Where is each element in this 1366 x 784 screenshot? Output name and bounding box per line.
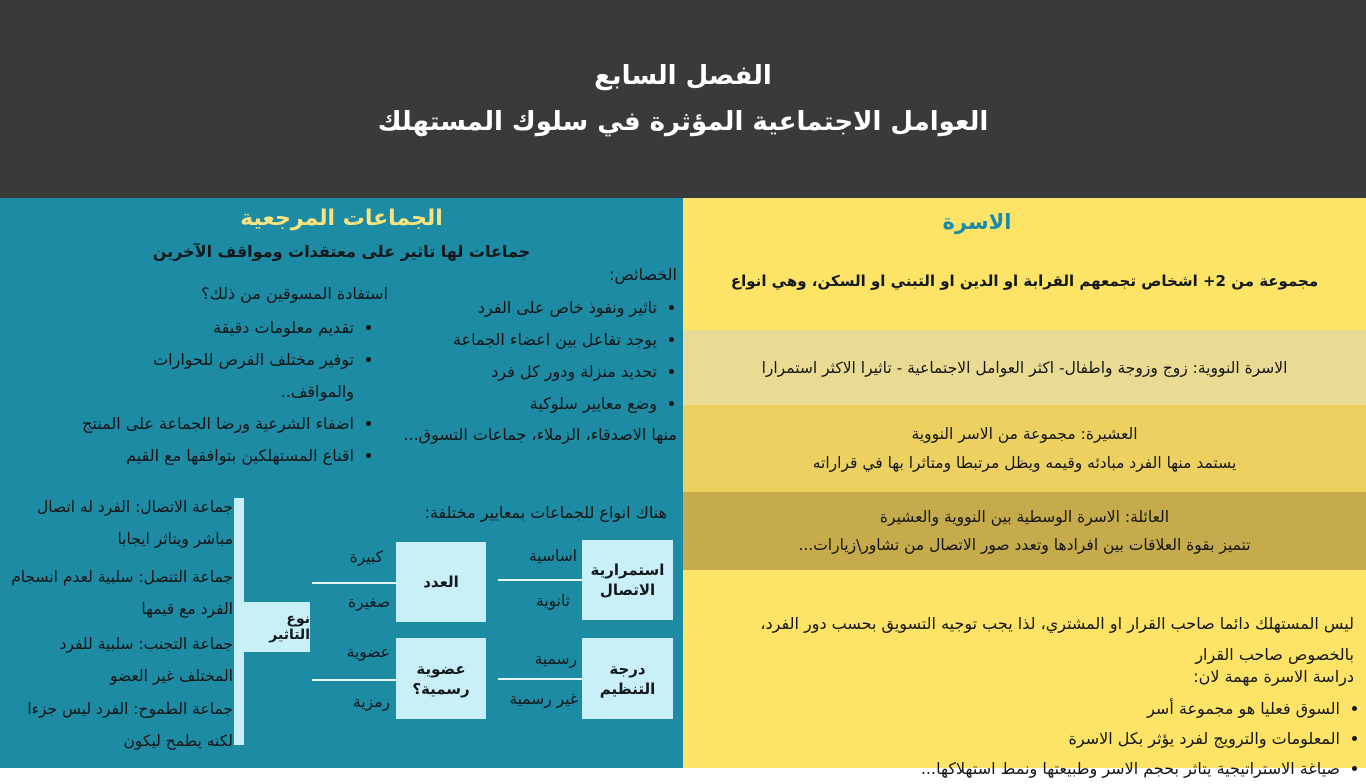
list-item: • تقديم معلومات دقيقة — [10, 312, 354, 344]
option-formal: رسمية — [534, 650, 577, 668]
option-informal: غير رسمية — [509, 690, 578, 708]
family-study-heading: دراسة الاسرة مهمة لان: — [1193, 667, 1354, 686]
family-study-block — [696, 662, 1354, 784]
slide-title: العوامل الاجتماعية المؤثرة في سلوك المستهلك — [377, 107, 989, 137]
reference-groups-definition: جماعات لها تاثير على معتقدات ومواقف الآخرين — [152, 242, 531, 261]
extended-family-line1: العائلة: الاسرة الوسطية بين النووية والعشيرة — [879, 508, 1170, 526]
option-small: صغيرة — [348, 593, 390, 611]
group-types-heading: هناك انواع للجماعات بمعايير مختلفة: — [424, 503, 667, 522]
marketers-heading: استفادة المسوقين من ذلك؟ — [201, 284, 388, 303]
contact-group-text: جماعة الاتصال: الفرد له اتصال مباشر ويتاثر ايجابا — [36, 498, 233, 548]
branch-line — [498, 579, 582, 581]
list-item: • يوجد تفاعل بين اعضاء الجماعة — [392, 324, 657, 356]
option-large: كبيرة — [349, 548, 383, 566]
list-item: • اضفاء الشرعية ورضا الجماعة على المنتج — [10, 408, 354, 440]
list-item: • اقناع المستهلكين بتوافقها مع القيم — [10, 440, 354, 472]
nuclear-family-text: الاسرة النووية: زوج وزوجة واطفال- اكثر العوامل الاجتماعية - تاثيرا الاكثر استمرارا — [761, 358, 1288, 377]
influence-type-box: نوع التاثير — [242, 602, 310, 652]
family-title: الاسرة — [942, 210, 1012, 234]
characteristics-block — [392, 262, 677, 450]
nuclear-family-stripe — [683, 330, 1366, 405]
clan-stripe — [683, 405, 1366, 492]
list-item: • وضع معايير سلوكية — [392, 388, 657, 420]
option-membership: عضوية — [346, 643, 390, 661]
slide-header — [0, 0, 1366, 198]
extended-family-stripe — [683, 492, 1366, 570]
list-item: • تاثير ونفوذ خاص على الفرد — [392, 292, 657, 324]
clan-line2: يستمد منها الفرد مبادئه وقيمه ويظل مرتبطا ومتاثرا بها في قراراته — [812, 453, 1237, 472]
characteristics-list — [392, 292, 677, 420]
list-item: • صياغة الاستراتيجية يتاثر بحجم الاسر وطبيعتها ونمط استهلاكها... — [696, 754, 1340, 784]
family-panel — [683, 198, 1366, 778]
characteristics-heading: الخصائص: — [609, 265, 677, 284]
disclaim-group-text: جماعة التنصل: سلبية لعدم انسجام الفرد مع قيمها — [11, 568, 233, 618]
branch-line — [498, 678, 582, 680]
list-item: • المعلومات والترويج لفرد يؤثر بكل الاسرة — [696, 724, 1340, 754]
aspiration-group-text: جماعة الطموح: الفرد ليس جزءا لكنه يطمح ليكون — [27, 700, 233, 750]
reference-groups-title: الجماعات المرجعية — [240, 206, 443, 231]
criterion-formal-membership-box: عضوية رسمية؟ — [396, 638, 486, 719]
option-symbolic: رمزية — [353, 693, 390, 711]
list-item: • السوق فعليا هو مجموعة أسر — [696, 694, 1340, 724]
family-study-list — [696, 694, 1354, 784]
option-primary: اساسية — [529, 547, 577, 565]
criterion-organization-degree-box: درجة التنظيم — [582, 638, 673, 719]
marketers-block — [10, 280, 388, 472]
branch-line — [312, 679, 396, 681]
list-item: • تحديد منزلة ودور كل فرد — [392, 356, 657, 388]
option-secondary: ثانوية — [536, 592, 570, 610]
branch-line — [312, 582, 396, 584]
clan-line1: العشيرة: مجموعة من الاسر النووية — [911, 424, 1138, 443]
family-definition: مجموعة من 2+ اشخاص تجمعهم القرابة او الدين او التبني او السكن، وهي انواع — [730, 272, 1319, 290]
extended-family-line2: تتميز بقوة العلاقات بين افرادها وتعدد صور الاتصال من تشاور\زيارات... — [798, 536, 1251, 554]
criterion-number-box: العدد — [396, 542, 486, 622]
list-item: • توفير مختلف الفرص للحوارات والمواقف.. — [104, 344, 354, 408]
chapter-title: الفصل السابع — [594, 61, 772, 91]
avoidance-group-text: جماعة التجنب: سلبية للفرد المختلف غير العضو — [59, 635, 233, 685]
criterion-contact-continuity-box: استمرارية الاتصال — [582, 540, 673, 620]
reference-groups-panel — [0, 198, 683, 768]
characteristics-note: منها الاصدقاء، الزملاء، جماعات التسوق... — [403, 425, 677, 444]
decision-maker-note: ليس المستهلك دائما صاحب القرار او المشتري، لذا يجب توجيه التسويق بحسب دور الفرد، بالخصوص صاحب القرار — [760, 614, 1354, 664]
